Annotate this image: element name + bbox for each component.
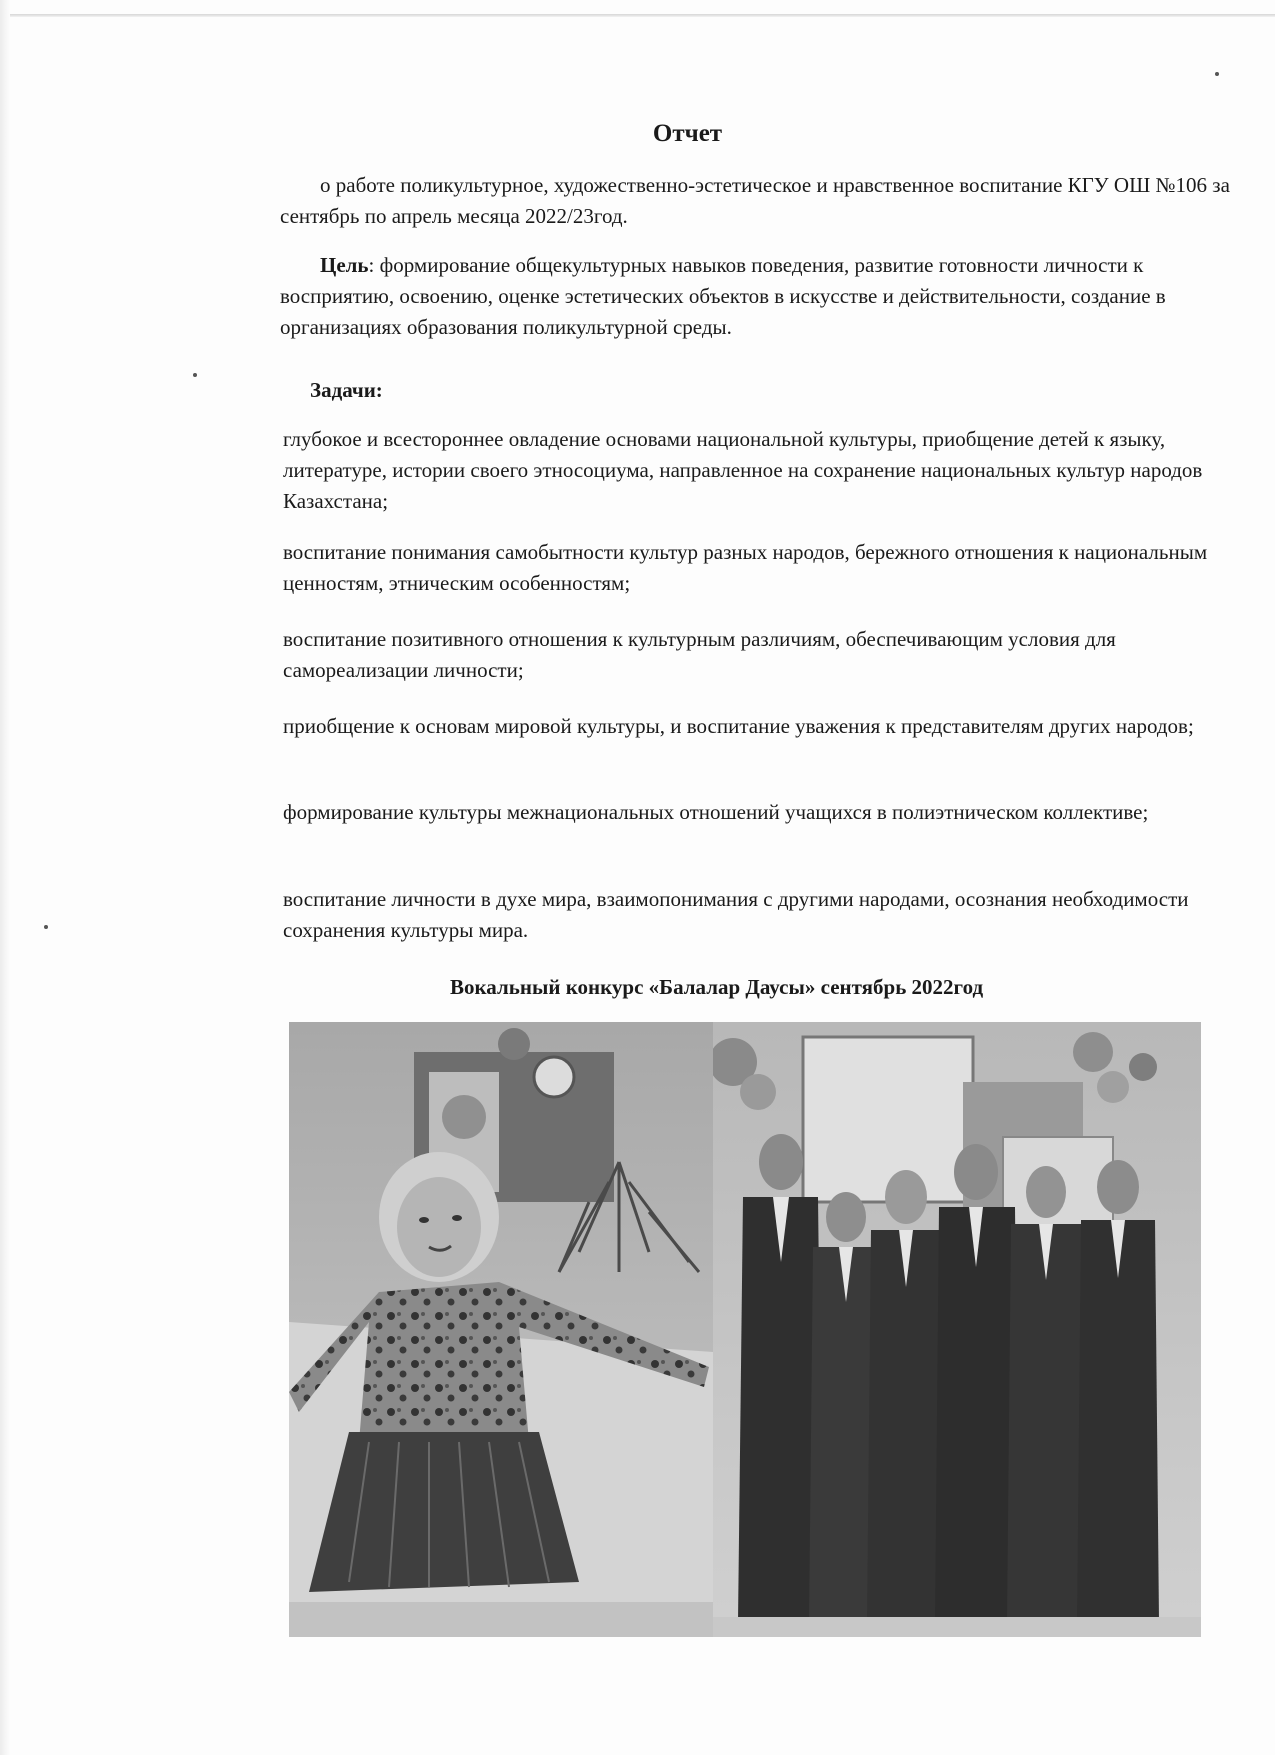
scan-edge-top	[0, 14, 1275, 17]
tasks-heading: Задачи:	[310, 378, 383, 402]
document-title: Отчет	[652, 120, 723, 147]
scan-edge-left	[0, 0, 10, 1755]
task-item: приобщение к основам мировой культуры, и воспитание уважения к представителям других народов;	[283, 714, 1194, 738]
task-item: глубокое и всестороннее овладение основами национальной культуры, приобщение детей к языку, литературе, истории своего этносоциума, направленное на сохранение национальных культур народов Казахстана;	[283, 427, 1203, 513]
photo-boys-choir	[713, 1022, 1201, 1637]
photo-boys-illustration	[713, 1022, 1201, 1637]
document-subtitle: о работе поликультурное, художественно-эстетическое и нравственное воспитание КГУ ОШ №106 за сентябрь по апрель месяца 2022/23год.	[280, 173, 1230, 228]
goal-text: : формирование общекультурных навыков поведения, развитие готовности личности к восприятию, освоению, оценке эстетических объектов в искусстве и действительности, создание в организациях образования поликультурной среды.	[280, 253, 1166, 339]
photo-girl-singing	[289, 1022, 713, 1637]
goal-paragraph	[280, 250, 1240, 343]
task-item: воспитание личности в духе мира, взаимопонимания с другими народами, осознания необходимости сохранения культуры мира.	[283, 887, 1189, 942]
photo-girl-illustration	[289, 1022, 713, 1637]
task-item: воспитание позитивного отношения к культурным различиям, обеспечивающим условия для самореализации личности;	[283, 627, 1116, 682]
scan-speck	[1215, 72, 1219, 76]
goal-label: Цель	[320, 253, 369, 277]
task-item: воспитание понимания самобытности культур разных народов, бережного отношения к национальным ценностям, этническим особенностям;	[283, 540, 1208, 595]
photo-caption: Вокальный конкурс «Балалар Даусы» сентябрь 2022год	[450, 975, 984, 999]
scan-speck	[193, 373, 197, 377]
task-item: формирование культуры межнациональных отношений учащихся в полиэтническом коллективе;	[283, 800, 1149, 824]
scan-speck	[44, 925, 48, 929]
